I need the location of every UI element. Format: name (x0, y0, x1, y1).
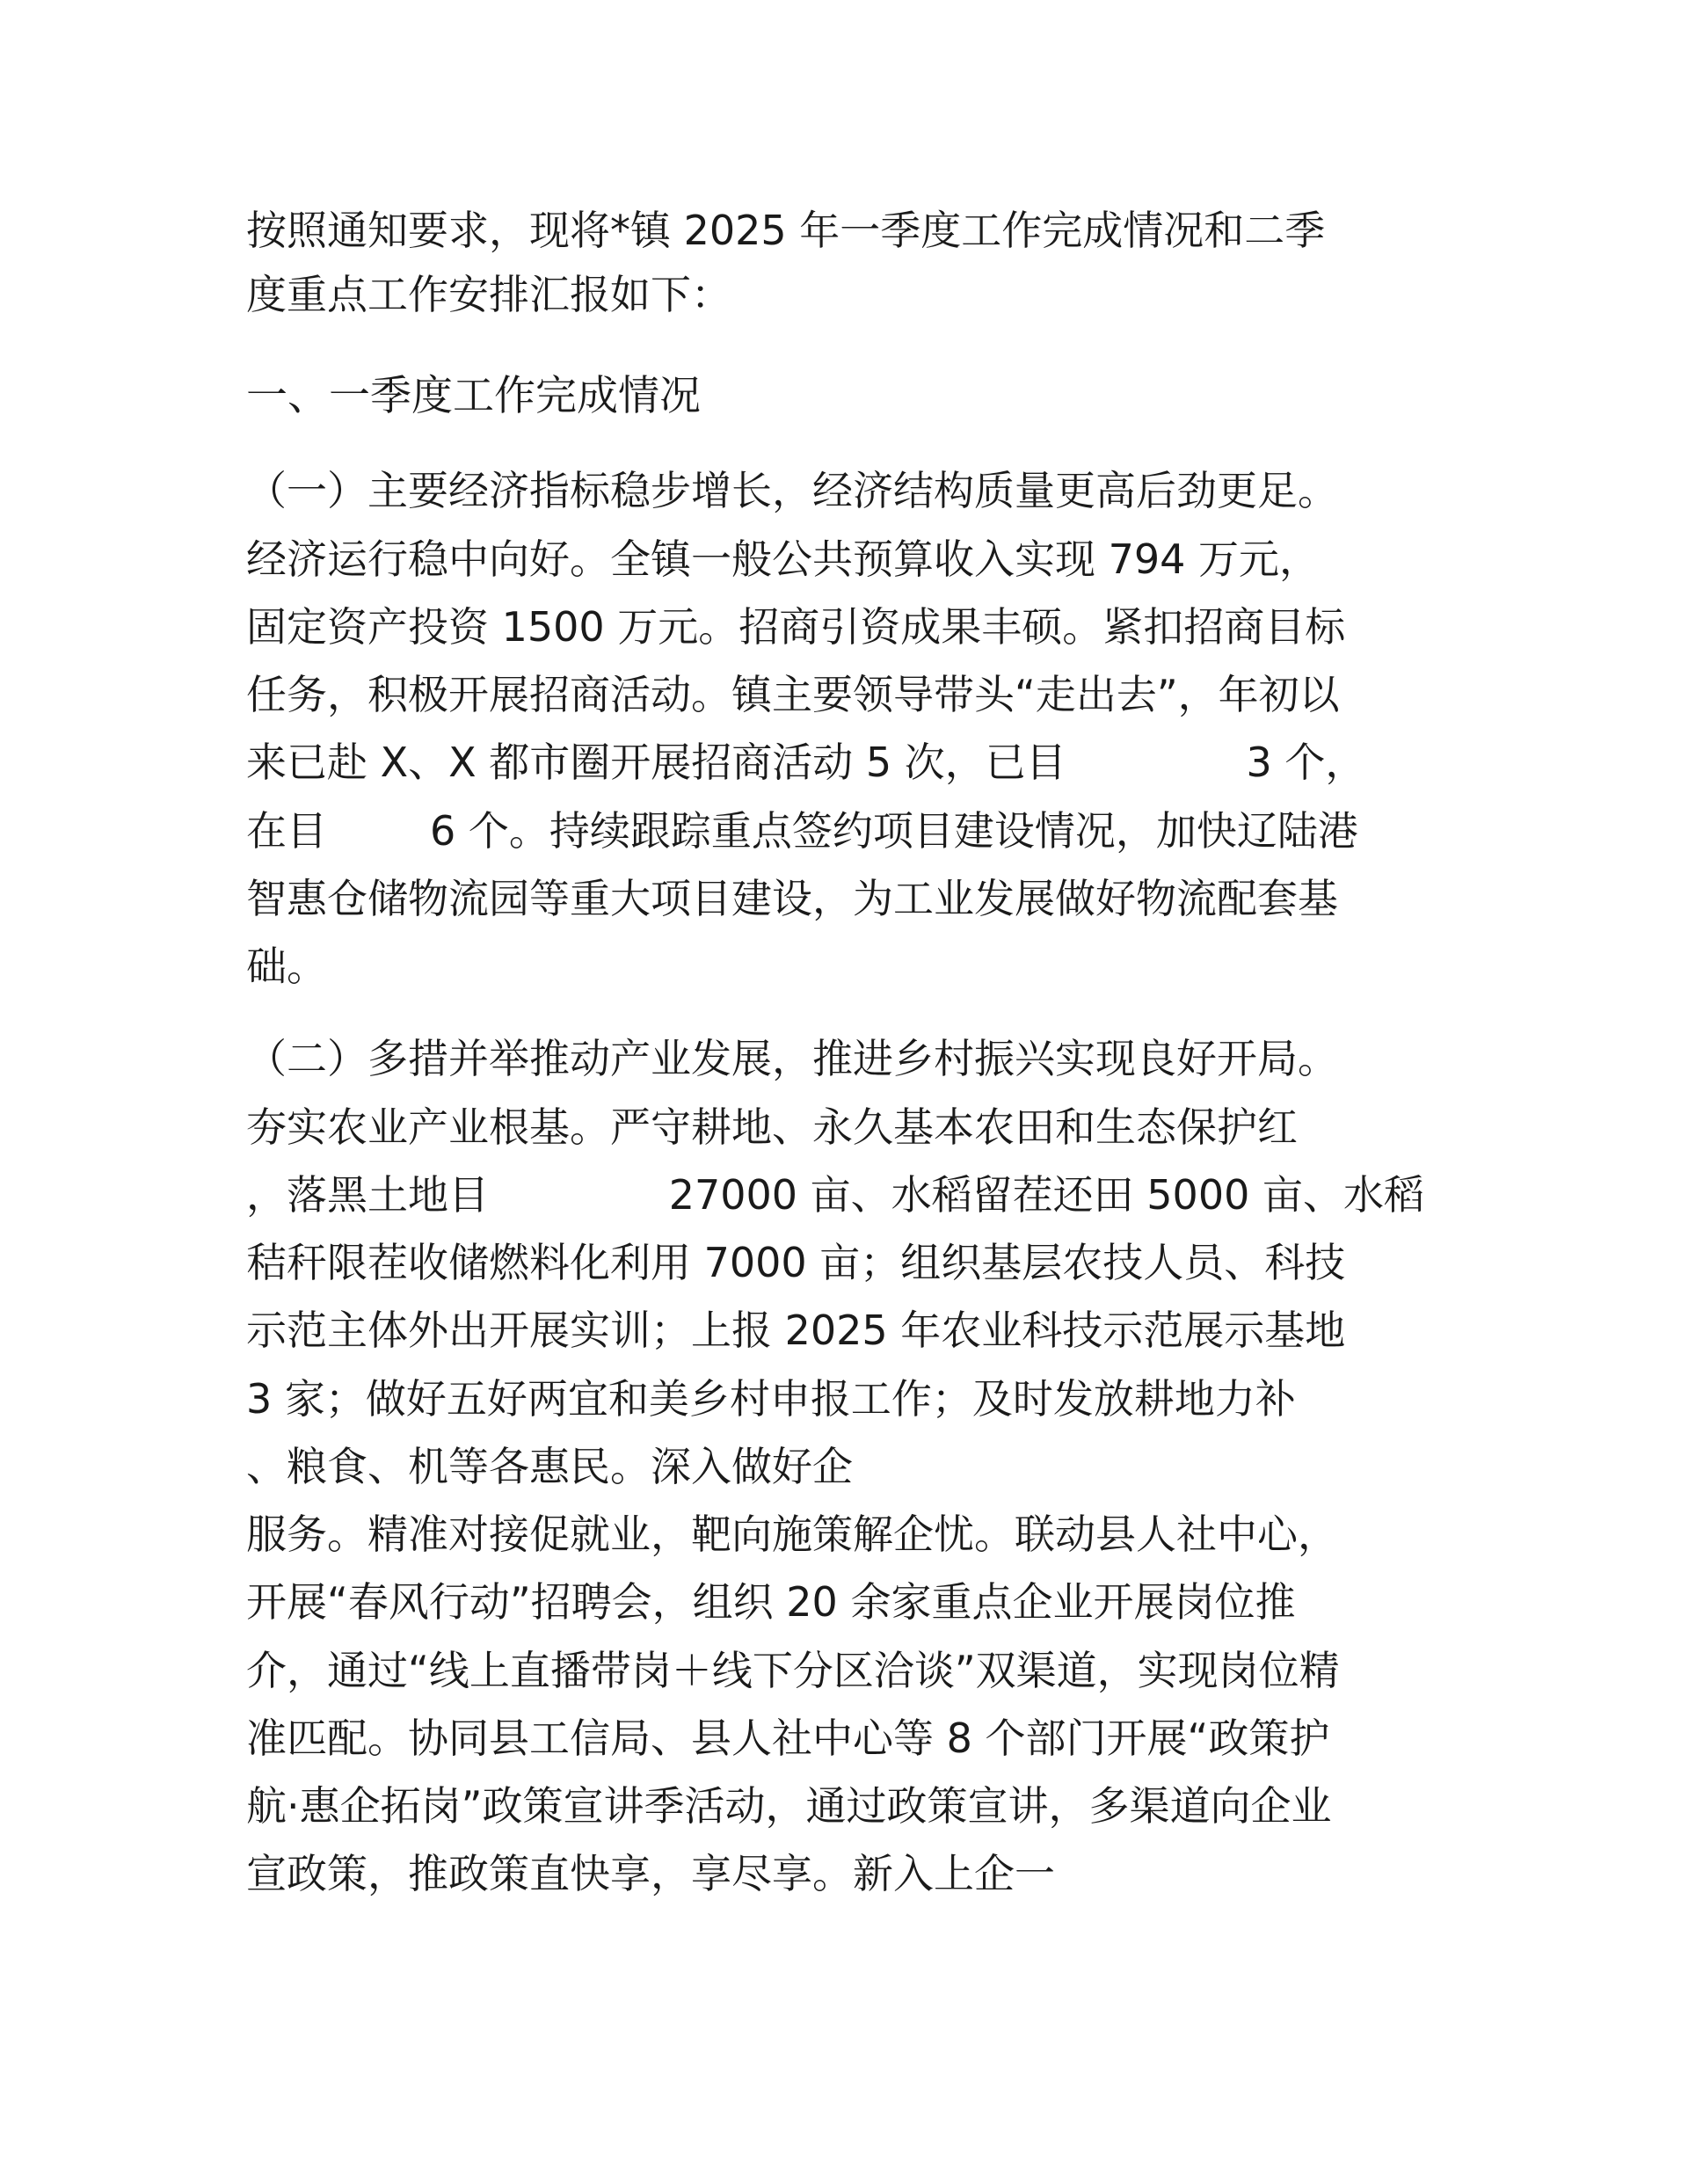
para2-line-6: 3 家；做好五好两宜和美乡村申报工作；及时发放耕地力补 (246, 1375, 1296, 1423)
para1-line-3: 固定资产投资 1500 万元。招商引资成果丰硕。紧扣招商目标 (246, 603, 1346, 651)
intro-line-1: 按照通知要求，现将*镇 2025 年一季度工作完成情况和二季 (246, 207, 1326, 254)
section-heading: 一、一季度工作完成情况 (246, 372, 701, 420)
para2-line-4: 秸秆限茬收储燃料化利用 7000 亩；组织基层农技人员、科技 (246, 1239, 1346, 1286)
para1-line-6: 在目 6 个。持续跟踪重点签约项目建设情况，加快辽陆港 (246, 807, 1358, 855)
para1-line-5: 来已赴 X、X 都市圈开展招商活动 5 次，已目 3 个， (246, 739, 1366, 786)
para1-line-2: 经济运行稳中向好。全镇一般公共预算收入实现 794 万元， (246, 535, 1321, 583)
para2-line-10: 介，通过“线上直播带岗＋线下分区洽谈”双渠道，实现岗位精 (246, 1647, 1340, 1694)
para2-line-9: 开展“春风行动”招聘会，组织 20 余家重点企业开展岗位推 (246, 1578, 1296, 1626)
para2-line-8: 服务。精准对接促就业，靶向施策解企忧。联动县人社中心， (246, 1511, 1338, 1558)
para2-line-1: （二）多措并举推动产业发展，推进乡村振兴实现良好开局。 (246, 1035, 1338, 1082)
para1-line-1: （一）主要经济指标稳步增长，经济结构质量更高后劲更足。 (246, 467, 1338, 514)
para2-line-13: 宣政策，推政策直快享，享尽享。新入上企一 (246, 1850, 1055, 1897)
para2-line-7: 、粮食、机等各惠民。深入做好企 (246, 1443, 853, 1490)
para2-line-5: 示范主体外出开展实训；上报 2025 年农业科技示范展示基地 (246, 1307, 1346, 1354)
para1-line-7: 智惠仓储物流园等重大项目建设，为工业发展做好物流配套基 (246, 875, 1338, 922)
para1-line-8: 础。 (246, 943, 327, 990)
para2-line-2: 夯实农业产业根基。严守耕地、永久基本农田和生态保护红 (246, 1103, 1298, 1151)
para1-line-4: 任务，积极开展招商活动。镇主要领导带头“走出去”，年初以 (246, 671, 1340, 718)
intro-line-2: 度重点工作安排汇报如下： (246, 271, 731, 318)
para2-line-3: ，落黑土地目 27000 亩、水稻留茬还田 5000 亩、水稻 (246, 1171, 1424, 1219)
para2-line-11: 准匹配。协同县工信局、县人社中心等 8 个部门开展“政策护 (246, 1714, 1330, 1762)
para2-line-12: 航·惠企拓岗”政策宣讲季活动，通过政策宣讲，多渠道向企业 (246, 1782, 1332, 1830)
